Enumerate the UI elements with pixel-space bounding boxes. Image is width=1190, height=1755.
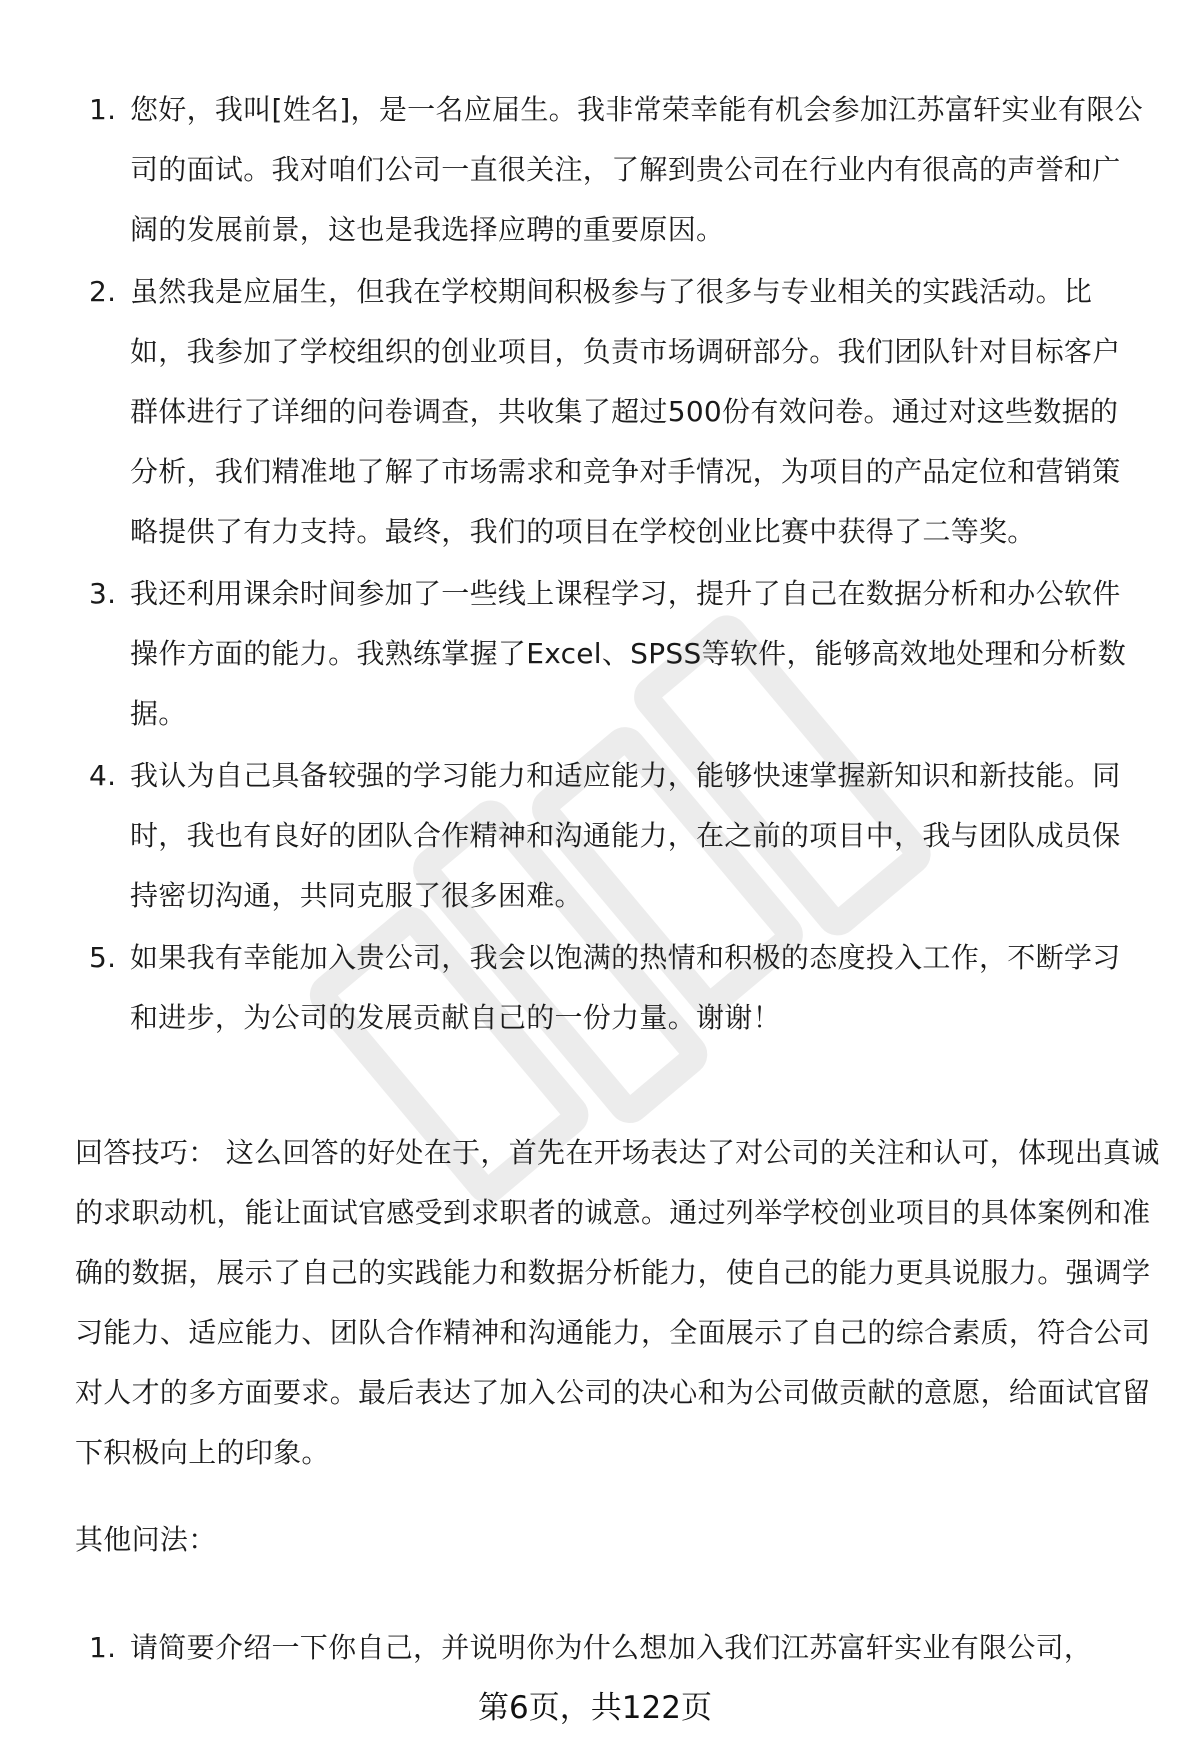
list-item — [75, 262, 1145, 562]
list-item — [75, 1618, 1145, 1678]
other-questions-heading: 其他问法： — [75, 1523, 217, 1556]
item-text: 虽然我是应届生，但我在学校期间积极参与了很多与专业相关的实践活动。比如，我参加了学校组织的创业项目，负责市场调研部分。我们团队针对目标客户群体进行了详细的问卷调查，共收集了超过500份有效问卷。通过对这些数据的分析，我们精准地了解了市场需求和竞争对手情况，为项目的产品定位和营销策略提供了有力支持。最终，我们的项目在学校创业比赛中获得了二等奖。 — [130, 275, 1121, 548]
item-text: 如果我有幸能加入贵公司，我会以饱满的热情和积极的态度投入工作，不断学习和进步，为公司的发展贡献自己的一份力量。谢谢！ — [130, 941, 1121, 1034]
list-item — [75, 746, 1145, 926]
tips-text: 这么回答的好处在于，首先在开场表达了对公司的关注和认可，体现出真诚的求职动机，能让面试官感受到求职者的诚意。通过列举学校创业项目的具体案例和准确的数据，展示了自己的实践能力和数据分析能力，使自己的能力更具说服力。强调学习能力、适应能力、团队合作精神和沟通能力，全面展示了自己的综合素质，符合公司对人才的多方面要求。最后表达了加入公司的决心和为公司做贡献的意愿，给面试官留下积极向上的印象。 — [75, 1136, 1160, 1469]
item-number: 2. — [89, 275, 117, 308]
item-text: 我认为自己具备较强的学习能力和适应能力，能够快速掌握新知识和新技能。同时，我也有良好的团队合作精神和沟通能力，在之前的项目中，我与团队成员保持密切沟通，共同克服了很多困难。 — [130, 759, 1121, 912]
list-item — [75, 564, 1145, 744]
item-text: 您好，我叫[姓名]，是一名应届生。我非常荣幸能有机会参加江苏富轩实业有限公司的面试。我对咱们公司一直很关注，了解到贵公司在行业内有很高的声誉和广阔的发展前景，这也是我选择应聘的重要原因。 — [130, 93, 1143, 246]
answer-tips — [75, 1123, 1165, 1483]
item-text: 我还利用课余时间参加了一些线上课程学习，提升了自己在数据分析和办公软件操作方面的能力。我熟练掌握了Excel、SPSS等软件，能够高效地处理和分析数据。 — [130, 577, 1127, 730]
answer-list — [75, 80, 1145, 1050]
list-item — [75, 928, 1145, 1048]
list-item — [75, 80, 1145, 260]
item-number: 3. — [89, 577, 117, 610]
item-number: 1. — [89, 1631, 117, 1664]
item-text: 请简要介绍一下你自己，并说明你为什么想加入我们江苏富轩实业有限公司， — [130, 1631, 1093, 1664]
other-questions-list — [75, 1618, 1145, 1680]
item-number: 4. — [89, 759, 117, 792]
item-number: 5. — [89, 941, 117, 974]
item-number: 1. — [89, 93, 117, 126]
tips-label: 回答技巧： — [75, 1136, 217, 1169]
page-number: 第6页，共122页 — [478, 1690, 712, 1726]
